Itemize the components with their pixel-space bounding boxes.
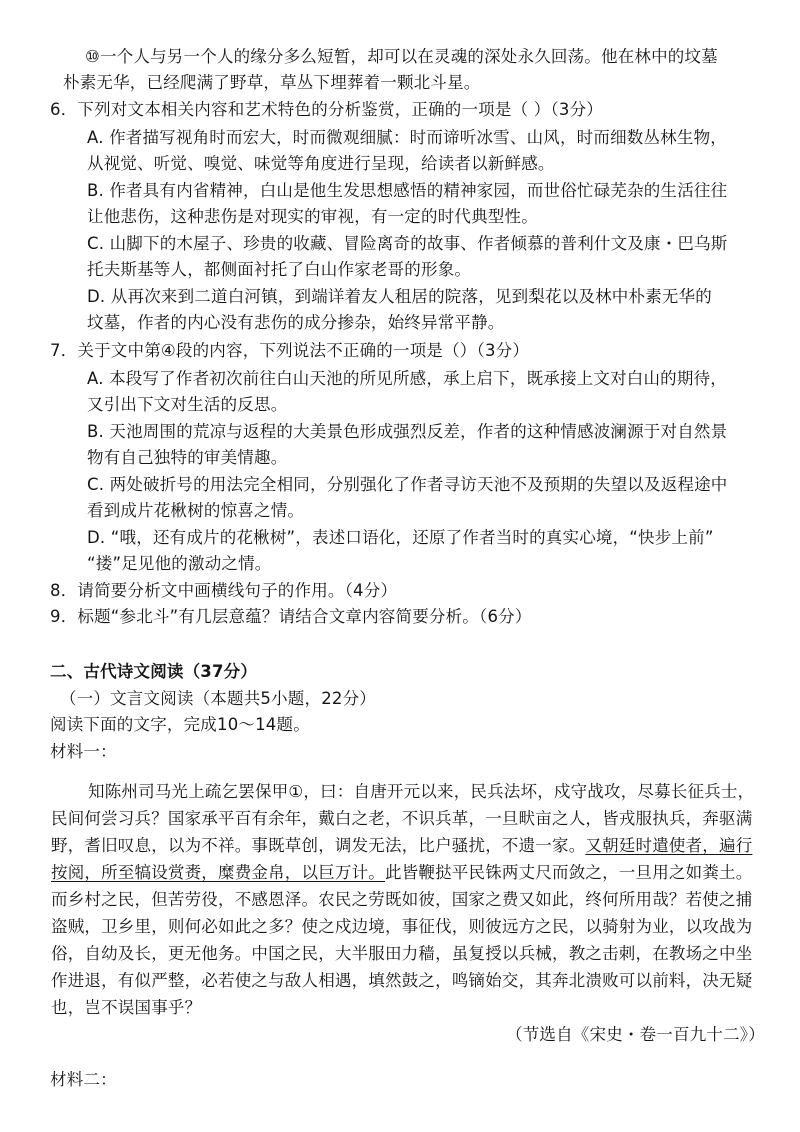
paragraph-10-line-1: ⑩一个人与另一个人的缘分多么短暂，却可以在灵魂的深处永久回荡。他在林中的坟墓 <box>85 47 718 66</box>
q7-option-a-line-2: 又引出下文对生活的反思。 <box>87 395 288 414</box>
q6-option-a-line-2: 从视觉、听觉、嗅觉、味觉等角度进行呈现，给读者以新鲜感。 <box>87 154 555 173</box>
q7-option-d-line-2: “搂”足见他的激动之情。 <box>87 554 272 573</box>
q7-option-b-line-2: 物有自己独特的审美情趣。 <box>87 448 288 467</box>
question-9: 9．标题“参北斗”有几层意蕴？请结合文章内容简要分析。（6分） <box>50 607 532 626</box>
question-7-stem: 7．关于文中第④段的内容，下列说法不正确的一项是（）（3分） <box>50 341 530 360</box>
q7-option-c-line-2: 看到成片花楸树的惊喜之情。 <box>87 501 305 520</box>
passage-line-4 <box>51 862 752 884</box>
passage-source: （节选自《宋史・卷一百九十二》） <box>506 1025 765 1044</box>
q7-option-d-line-1: D. “哦，还有成片的花楸树”，表述口语化，还原了作者当时的真实心境，“快步上前” <box>87 528 714 547</box>
subsection-title: （一）文言文阅读（本题共5小题，22分） <box>60 689 376 708</box>
q7-option-a-line-1: A. 本段写了作者初次前往白山天池的所见所感，承上启下，既承接上文对白山的期待， <box>87 369 727 388</box>
passage-line-9: 也，岂不误国事乎？ <box>51 998 202 1017</box>
q6-option-d-line-1: D. 从再次来到二道白河镇，到端详着友人租居的院落，见到梨花以及林中朴素无华的 <box>87 287 712 306</box>
passage-line-7: 俗，自幼及长，更无他务。中国之民，大半服田力穑，虽复授以兵械，教之击刺，在教场之中坐 <box>51 944 753 963</box>
material-1-label: 材料一： <box>50 742 117 761</box>
passage-line-3 <box>51 835 752 857</box>
passage-line-6: 盗贼，卫乡里，则何必如此之多？使之戍边境，事征伐，则彼远方之民，以骑射为业，以攻战为 <box>51 917 753 936</box>
q6-option-d-line-2: 坟墓，作者的内心没有悲伤的成分掺杂，始终异常平静。 <box>87 313 505 332</box>
passage-line-8: 作进退，有似严整，必若使之与敌人相遇，填然鼓之，鸣镝始交，其奔北溃败可以前料，决无疑 <box>51 971 753 990</box>
passage-line-5: 而乡村之民，但苦劳役，不感恩泽。农民之劳既如彼，国家之费又如此，终何所用哉？若使之捕 <box>51 890 753 909</box>
q7-option-c-line-1: C. 两处破折号的用法完全相同，分别强化了作者寻访天池不及预期的失望以及返程途中 <box>87 475 728 494</box>
underlined-sentence: 又朝廷时遣使者，遍行 <box>585 836 753 855</box>
question-6-stem: 6．下列对文本相关内容和艺术特色的分析鉴赏，正确的一项是（ ）（3分） <box>50 100 603 119</box>
material-2-label: 材料二： <box>50 1070 117 1089</box>
q6-option-b-line-2: 让他悲伤，这种悲伤是对现实的审视，有一定的时代典型性。 <box>87 207 538 226</box>
underlined-sentence-continued: 按阅，所至犒设赏赉，糜费金帛，以巨万计。 <box>51 863 385 882</box>
passage-line-4-text: 此皆鞭挞平民铢两丈尺而敛之，一旦用之如粪土。 <box>385 863 753 882</box>
q6-option-b-line-1: B. 作者具有内省精神，白山是他生发思想感悟的精神家园，而世俗忙碌芜杂的生活往往 <box>87 181 728 200</box>
passage-line-2: 民间何尝习兵？国家承平百有余年，戴白之老，不识兵革，一旦畎亩之人，皆戎服执兵，奔驱满 <box>51 809 753 828</box>
paragraph-10-line-2: 朴素无华，已经爬满了野草，草丛下埋葬着一颗北斗星。 <box>63 73 481 92</box>
question-8: 8．请简要分析文中画横线句子的作用。（4分） <box>50 581 398 600</box>
q6-option-c-line-1: C. 山脚下的木屋子、珍贵的收藏、冒险离奇的故事、作者倾慕的普利什文及康・巴乌斯 <box>87 234 728 253</box>
q6-option-c-line-2: 托夫斯基等人，都侧面衬托了白山作家老哥的形象。 <box>87 260 472 279</box>
section-2-title: 二、古代诗文阅读（37分） <box>50 662 258 681</box>
instruction: 阅读下面的文字，完成10～14题。 <box>50 715 310 734</box>
q7-option-b-line-1: B. 天池周围的荒凉与返程的大美景色形成强烈反差，作者的这种情感波澜源于对自然景 <box>87 422 728 441</box>
q6-option-a-line-1: A. 作者描写视角时而宏大，时而微观细腻：时而谛听冰雪、山风，时而细数丛林生物， <box>87 128 727 147</box>
passage-line-1: 知陈州司马光上疏乞罢保甲①，曰：自唐开元以来，民兵法坏，戍守战攻，尽募长征兵士， <box>88 782 755 801</box>
passage-line-3-text: 野，耆旧叹息，以为不祥。事既草创，调发无法，比户骚扰，不遗一家。 <box>51 836 586 855</box>
